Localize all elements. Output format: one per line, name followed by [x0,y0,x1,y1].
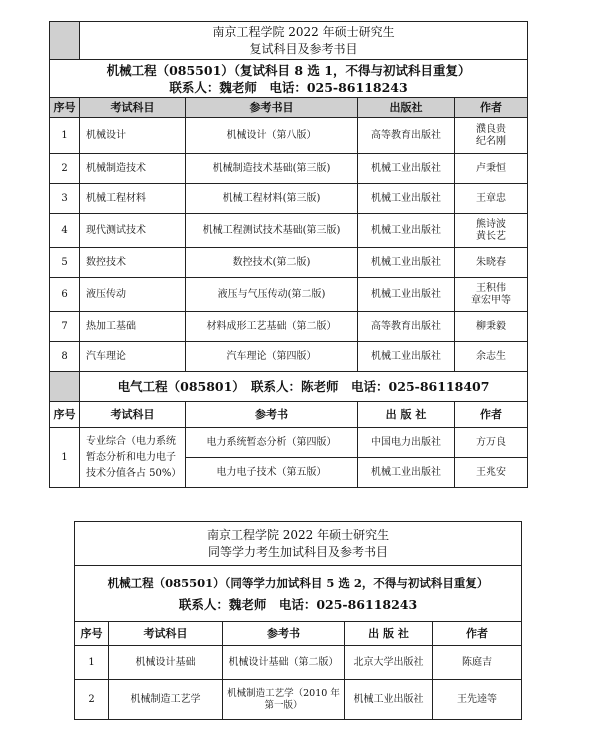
doc1-title-line1: 南京工程学院 2022 年硕士研究生 [212,24,395,39]
table2-header-row [75,622,522,646]
row-author: 王兆安 [455,458,528,488]
table-row [50,278,528,312]
row-no: 2 [75,680,109,720]
title-left-blank [50,22,80,60]
header-publisher: 出 版 社 [345,622,433,646]
row-no: 1 [75,646,109,680]
row-book: 电力系统暂态分析（第四版） [186,428,358,458]
row-subject: 液压传动 [80,278,186,312]
row-no: 1 [50,118,80,154]
equivalent-subjects-table [74,521,522,720]
row-book: 电力电子技术（第五版） [186,458,358,488]
row-subject: 数控技术 [80,248,186,278]
doc2-title [75,522,522,566]
table-row [50,214,528,248]
row-subject: 热加工基础 [80,312,186,342]
header-author: 作者 [433,622,522,646]
doc2-section-line1: 机械工程（085501）（同等学力加试科目 5 选 2，不得与初试科目重复） [107,575,489,590]
row-no: 3 [50,184,80,214]
doc2-section-header [75,566,522,622]
elec-left-blank [50,372,80,402]
table-row [50,342,528,372]
row-subject: 机械制造技术 [80,154,186,184]
row-subject: 机械设计 [80,118,186,154]
row-author: 余志生 [455,342,528,372]
row-subject: 机械设计基础 [109,646,223,680]
header-publisher: 出 版 社 [358,402,455,428]
row-book: 数控技术(第二版) [186,248,358,278]
row-author: 王积伟 章宏甲等 [455,278,528,312]
header-no: 序号 [50,98,80,118]
row-author: 卢秉恒 [455,154,528,184]
row-author: 王章忠 [455,184,528,214]
row-publisher: 机械工业出版社 [358,184,455,214]
doc1-title-line2: 复试科目及参考书目 [249,41,358,56]
header-book: 参考书 [223,622,345,646]
table-row [50,312,528,342]
row-publisher: 中国电力出版社 [358,428,455,458]
row-book: 机械设计（第八版） [186,118,358,154]
row-book: 机械制造技术基础(第三版) [186,154,358,184]
row-book: 材料成形工艺基础（第二版） [186,312,358,342]
table-row [50,428,528,458]
row-book: 机械制造工艺学（2010 年第一版） [223,680,345,720]
row-publisher: 机械工业出版社 [358,342,455,372]
mech-section-line2: 联系人：魏老师 电话：025-86118243 [169,79,408,95]
row-publisher: 北京大学出版社 [345,646,433,680]
header-author: 作者 [455,402,528,428]
table-row [50,184,528,214]
row-no: 4 [50,214,80,248]
row-author: 王先逵等 [433,680,522,720]
row-book: 液压与气压传动(第二版) [186,278,358,312]
row-book: 汽车理论（第四版） [186,342,358,372]
header-publisher: 出版社 [358,98,455,118]
row-no: 7 [50,312,80,342]
row-subject: 机械工程材料 [80,184,186,214]
row-author: 陈庭吉 [433,646,522,680]
row-publisher: 机械工业出版社 [345,680,433,720]
mech-section-header [50,60,528,98]
row-author: 方万良 [455,428,528,458]
row-book: 机械工程测试技术基础(第三版) [186,214,358,248]
elec-section-header: 电气工程（085801） 联系人：陈老师 电话：025-86118407 [80,372,528,402]
header-no: 序号 [50,402,80,428]
doc2-title-line2: 同等学力考生加试科目及参考书目 [208,544,389,559]
header-subject: 考试科目 [80,402,186,428]
row-publisher: 高等教育出版社 [358,312,455,342]
row-author: 朱晓春 [455,248,528,278]
row-publisher: 机械工业出版社 [358,248,455,278]
row-no: 8 [50,342,80,372]
header-author: 作者 [455,98,528,118]
table-row [50,248,528,278]
header-subject: 考试科目 [109,622,223,646]
row-subject: 机械制造工艺学 [109,680,223,720]
doc2-title-line1: 南京工程学院 2022 年硕士研究生 [206,527,390,542]
row-author: 熊诗波 黄长艺 [455,214,528,248]
header-book: 参考书目 [186,98,358,118]
row-author: 柳秉毅 [455,312,528,342]
header-book: 参考书 [186,402,358,428]
row-author: 濮良贵 纪名刚 [455,118,528,154]
row-publisher: 机械工业出版社 [358,278,455,312]
header-no: 序号 [75,622,109,646]
row-book: 机械设计基础（第二版） [223,646,345,680]
doc2-section-line2: 联系人：魏老师 电话：025-86118243 [178,596,418,612]
row-book: 机械工程材料(第三版) [186,184,358,214]
row-subject: 专业综合（电力系统 暂态分析和电力电子 技术分值各占 50%） [80,428,186,488]
row-no: 6 [50,278,80,312]
table-row [75,646,522,680]
row-publisher: 高等教育出版社 [358,118,455,154]
row-no: 5 [50,248,80,278]
row-subject: 现代测试技术 [80,214,186,248]
table-row [50,118,528,154]
row-no: 2 [50,154,80,184]
row-subject: 汽车理论 [80,342,186,372]
table-row [50,154,528,184]
table1-header-row [50,98,528,118]
row-publisher: 机械工业出版社 [358,214,455,248]
row-publisher: 机械工业出版社 [358,154,455,184]
row-no: 1 [50,428,80,488]
table-row [75,680,522,720]
retest-subjects-table [49,21,528,488]
header-subject: 考试科目 [80,98,186,118]
row-publisher: 机械工业出版社 [358,458,455,488]
doc1-title [80,22,528,60]
mech-section-line1: 机械工程（085501）（复试科目 8 选 1，不得与初试科目重复） [106,62,471,78]
table1-header-row-2 [50,402,528,428]
